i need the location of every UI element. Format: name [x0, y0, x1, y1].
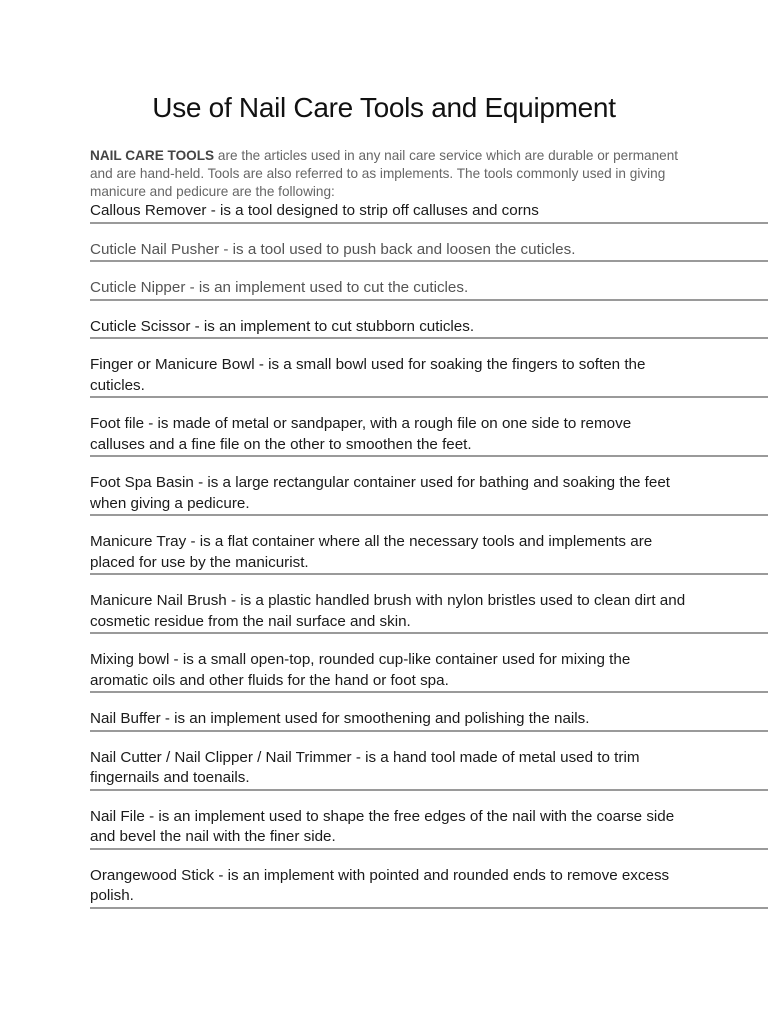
- tool-entry-nail-file: Nail File - is an implement used to shape the free edges of the nail with the coarse side and bevel the nail with the finer side.: [90, 791, 768, 850]
- tool-list: [90, 201, 768, 909]
- tool-entry-cuticle-nipper: Cuticle Nipper - is an implement used to cut the cuticles.: [90, 262, 768, 301]
- intro-lead: NAIL CARE TOOLS: [90, 148, 215, 163]
- tool-entry-callous-remover: Callous Remover - is a tool designed to strip off calluses and corns: [90, 201, 768, 224]
- tool-entry-manicure-tray: Manicure Tray - is a flat container where all the necessary tools and implements are placed for use by the manicurist.: [90, 516, 768, 575]
- tool-entry-nail-buffer: Nail Buffer - is an implement used for smoothening and polishing the nails.: [90, 693, 768, 732]
- tool-entry-mixing-bowl: Mixing bowl - is a small open-top, rounded cup-like container used for mixing the aromatic oils and other fluids for the hand or foot spa.: [90, 634, 768, 693]
- intro-paragraph: [90, 147, 690, 201]
- tool-entry-foot-file: Foot file - is made of metal or sandpaper, with a rough file on one side to remove calluses and a fine file on the other to smoothen the feet.: [90, 398, 768, 457]
- tool-entry-finger-bowl: Finger or Manicure Bowl - is a small bowl used for soaking the fingers to soften the cuticles.: [90, 339, 768, 398]
- tool-entry-nail-cutter: Nail Cutter / Nail Clipper / Nail Trimmer - is a hand tool made of metal used to trim fingernails and toenails.: [90, 732, 768, 791]
- tool-entry-cuticle-nail-pusher: Cuticle Nail Pusher - is a tool used to push back and loosen the cuticles.: [90, 224, 768, 263]
- tool-entry-foot-spa-basin: Foot Spa Basin - is a large rectangular container used for bathing and soaking the feet when giving a pedicure.: [90, 457, 768, 516]
- tool-entry-manicure-nail-brush: Manicure Nail Brush - is a plastic handled brush with nylon bristles used to clean dirt and cosmetic residue from the nail surface and skin.: [90, 575, 768, 634]
- tool-entry-cuticle-scissor: Cuticle Scissor - is an implement to cut stubborn cuticles.: [90, 301, 768, 340]
- intro-text: are the articles used in any nail care service which are durable or permanent and are hand-held. Tools are also referred to as implements. The tools commonly used in giving manicure and pedicure are the following:: [90, 148, 679, 199]
- page-title: Use of Nail Care Tools and Equipment: [152, 92, 616, 123]
- tool-entry-orangewood-stick: Orangewood Stick - is an implement with pointed and rounded ends to remove excess polish.: [90, 850, 768, 909]
